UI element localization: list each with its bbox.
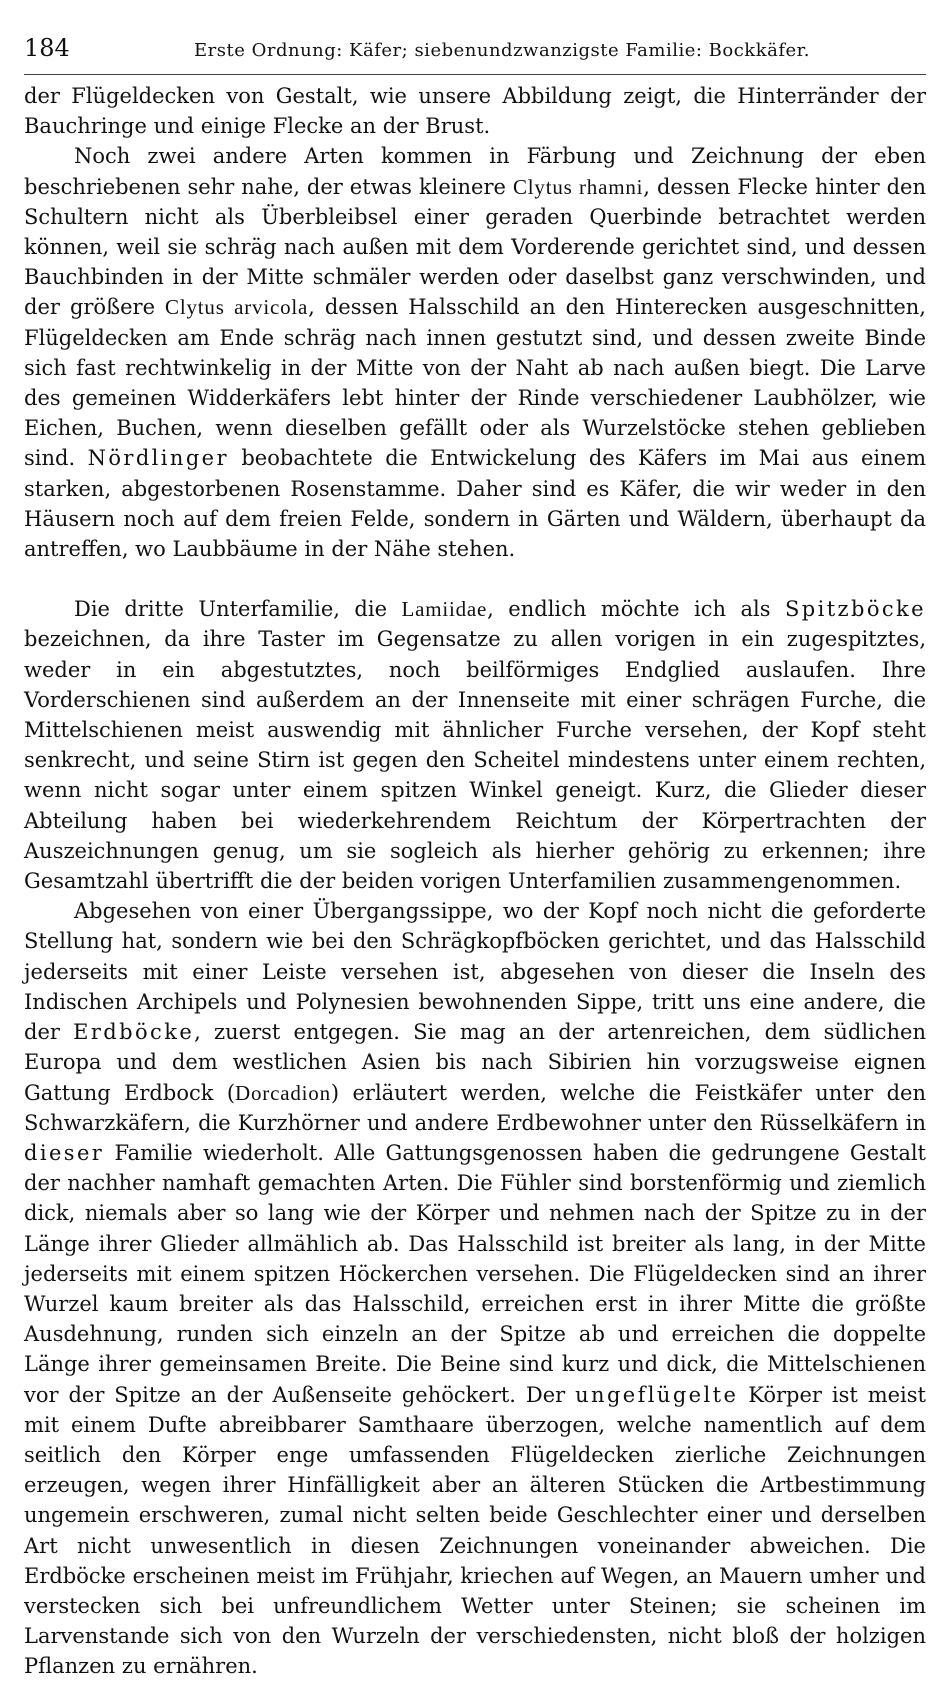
text-run: beobachtete die Entwickelung des Käfers im Mai aus einem starken, abgestorbenen Rosenstamme. Daher sind es Käfer, die wir weder in den Häusern noch auf dem freien Felde, sondern in Gärten und Wäldern, überhaupt da antreffen, wo Laubbäume in der Nähe stehen. (24, 446, 926, 562)
spaced-emphasis: dieser (24, 1140, 105, 1165)
spaced-emphasis: Nördlinger (87, 446, 229, 471)
latin-name: Lamiidae (401, 597, 488, 622)
text-run: ) erläutert werden, welche die Feistkäfer unter den Schwarzkäfern, die Kurzhörner und andere Erdbewohner unter den Rüsselkäfern in (24, 1080, 926, 1135)
text-run: Noch zwei andere Arten kommen in Färbung und Zeichnung der eben beschriebenen sehr nahe, der etwas kleinere (24, 144, 926, 199)
latin-name: Clytus arvicola (165, 295, 309, 320)
spaced-emphasis: ungeflügelte (575, 1382, 739, 1407)
text-run: , endlich möchte ich als (487, 597, 785, 622)
text-run: , dessen Halsschild an den Hinterecken ausgeschnitten, Flügeldecken am Ende schräg nach innen gestutzt sind, und dessen zweite Binde sich fast rechtwinkelig in der Mitte von der Naht ab nach außen biegt. Die Larve des gemeinen Widderkäfers lebt hinter der Rinde verschiedener Laubhölzer, wie Eichen, Buchen, wenn dieselben gefällt oder als Wurzelstöcke stehen geblieben sind. (24, 295, 926, 471)
page-number: 184 (24, 34, 70, 62)
text-run: bezeichnen, da ihre Taster im Gegensatze zu allen vorigen in ein zugespitztes, weder in ein abgestutztes, noch beilförmiges Endglied auslaufen. Ihre Vorderschienen sind außerdem an der Innenseite mit einer schrägen Furche, die Mittelschienen meist auswendig mit ähnlicher Furche versehen, der Kopf steht senkrecht, und seine Stirn ist gegen den Scheitel mindestens unter einem rechten, wenn nicht sogar unter einem spitzen Winkel geneigt. Kurz, die Glieder dieser Abteilung haben bei wiederkehrendem Reichtum der Körpertrachten der Auszeichnungen genug, um sie sogleich als hierher gehörig zu erkennen; ihre Gesamtzahl übertrifft die der beiden vorigen Unterfamilien zusammengenommen. (24, 627, 926, 894)
latin-name: Dorcadion (235, 1080, 331, 1105)
running-title: Erste Ordnung: Käfer; siebenundzwanzigste Familie: Bockkäfer. (194, 40, 811, 61)
text-run: Körper ist meist mit einem Dufte abreibbarer Samthaare überzogen, welche namentlich auf dem seitlich den Körper enge umfassenden Flügeldecken zierliche Zeichnungen erzeugen, wegen ihrer Hinfälligkeit aber an älteren Stücken die Artbestimmung ungemein erschweren, zumal nicht selten beide Geschlechter einer und derselben Art nicht unwesentlich in diesen Zeichnungen voneinander abweichen. Die Erdböcke erscheinen meist im Frühjahr, kriechen auf Wegen, an Mauern umher und verstecken sich bei unfreundlichem Wetter unter Steinen; sie scheinen im Larvenstande sich von den Wurzeln der verschiedensten, nicht bloß der holzigen Pflanzen zu ernähren. (24, 1382, 926, 1679)
page-header (24, 34, 926, 75)
latin-name: Clytus rhamni (512, 174, 644, 199)
text-run: Abgesehen von einer Übergangssippe, wo der Kopf noch nicht die geforderte Stellung hat, sondern wie bei den Schrägkopfböcken gerichtet, und das Halsschild jederseits mit einer Leiste versehen ist, abgesehen von dieser die Inseln des Indischen Archipels und Polynesien bewohnenden Sippe, tritt uns eine andere, die der (24, 899, 926, 1045)
spaced-emphasis: Spitzböcke (784, 597, 927, 622)
paragraph (24, 141, 926, 564)
paragraph (24, 81, 926, 141)
text-run: der Flügeldecken von Gestalt, wie unsere Abbildung zeigt, die Hinterränder der Bauchringe und einige Flecke an der Brust. (24, 84, 926, 139)
paragraph (24, 896, 926, 1681)
text-run: Familie wiederholt. Alle Gattungsgenossen haben die gedrungene Gestalt der nachher namhaft gemachten Arten. Die Fühler sind borstenförmig und ziemlich dick, niemals aber so lang wie der Körper und nehmen nach der Spitze zu in der Länge ihrer Glieder allmählich ab. Das Halsschild ist breiter als lang, in der Mitte jederseits mit einem spitzen Höckerchen versehen. Die Flügeldecken sind an ihrer Wurzel kaum breiter als das Halsschild, erreichen erst in ihrer Mitte die größte Ausdehnung, runden sich einzeln an der Spitze ab und erreichen die doppelte Länge ihrer gemeinsamen Breite. Die Beine sind kurz und dick, die Mittelschienen vor der Spitze an der Außenseite gehöckert. Der (24, 1140, 926, 1407)
paragraph (24, 594, 926, 896)
section-gap (24, 564, 926, 594)
text-run: , zuerst entgegen. Sie mag an der artenreichen, dem südlichen Europa und dem westlichen Asien bis nach Sibirien hin vorzugsweise eignen Gattung Erdbock ( (24, 1020, 926, 1105)
spaced-emphasis: Erdböcke (73, 1020, 195, 1045)
body-text (24, 81, 926, 1682)
text-run: , dessen Flecke hinter den Schultern nicht als Überbleibsel einer geraden Querbinde betrachtet werden können, weil sie schräg nach außen mit dem Vorderende gerichtet sind, und dessen Bauchbinden in der Mitte schmäler werden oder daselbst ganz verschwinden, und der größere (24, 174, 927, 320)
text-run: Die dritte Unterfamilie, die (74, 597, 402, 622)
